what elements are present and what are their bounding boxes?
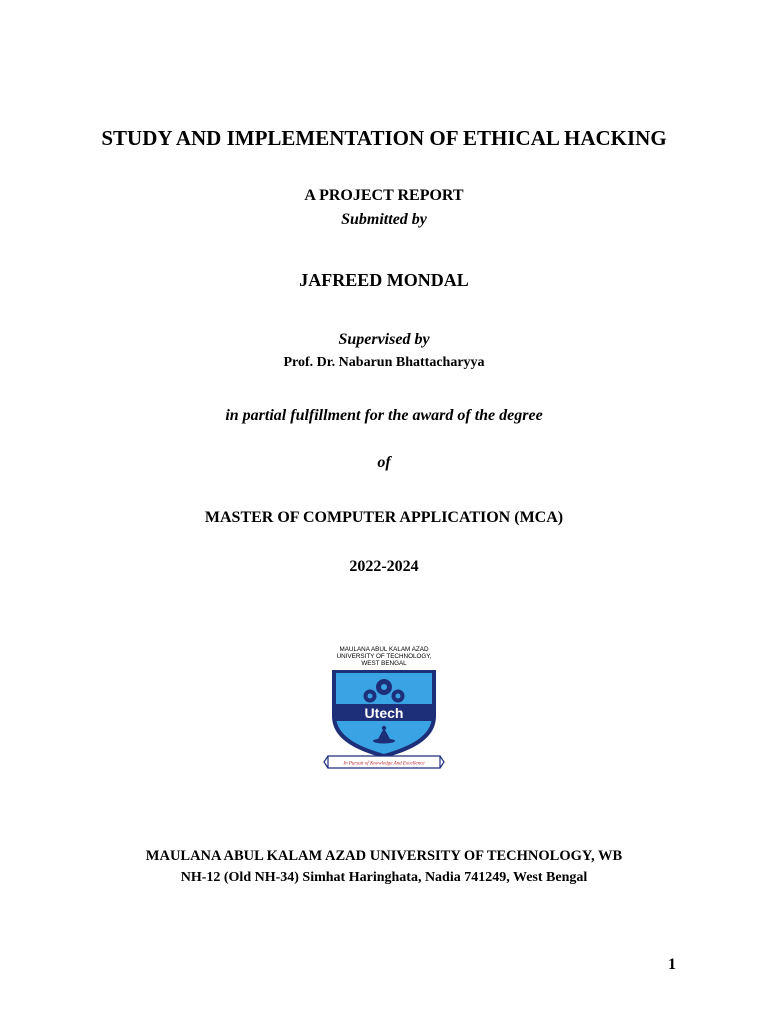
report-title: STUDY AND IMPLEMENTATION OF ETHICAL HACKING xyxy=(101,126,667,150)
gear-icon-right xyxy=(392,690,405,703)
academic-years: 2022-2024 xyxy=(349,558,419,575)
submitted-by-label: Submitted by xyxy=(341,211,427,228)
report-type: A PROJECT REPORT xyxy=(304,187,464,204)
university-name: MAULANA ABUL KALAM AZAD UNIVERSITY OF TECHNOLOGY, WB xyxy=(145,848,623,864)
gear-icon-center xyxy=(376,679,392,695)
degree-name: MASTER OF COMPUTER APPLICATION (MCA) xyxy=(204,509,564,526)
supervised-by-label: Supervised by xyxy=(338,331,430,348)
university-address: NH-12 (Old NH-34) Simhat Haringhata, Nadia 741249, West Bengal xyxy=(180,870,588,885)
logo-header-line2: UNIVERSITY OF TECHNOLOGY, xyxy=(336,653,432,660)
fulfillment-statement: in partial fulfillment for the award of the degree xyxy=(225,407,543,424)
logo-header-line3: WEST BENGAL xyxy=(361,660,407,667)
logo-motto: In Pursuit of Knowledge And Excellence xyxy=(343,761,425,767)
gear-icon-left xyxy=(364,690,377,703)
logo-wordmark: Utech xyxy=(364,705,404,721)
logo-header-line1: MAULANA ABUL KALAM AZAD xyxy=(339,646,429,653)
university-logo xyxy=(322,642,446,774)
supervisor-name: Prof. Dr. Nabarun Bhattacharyya xyxy=(283,355,485,370)
author-name: JAFREED MONDAL xyxy=(299,270,469,290)
of-text: of xyxy=(377,454,391,471)
page-number: 1 xyxy=(668,956,676,973)
